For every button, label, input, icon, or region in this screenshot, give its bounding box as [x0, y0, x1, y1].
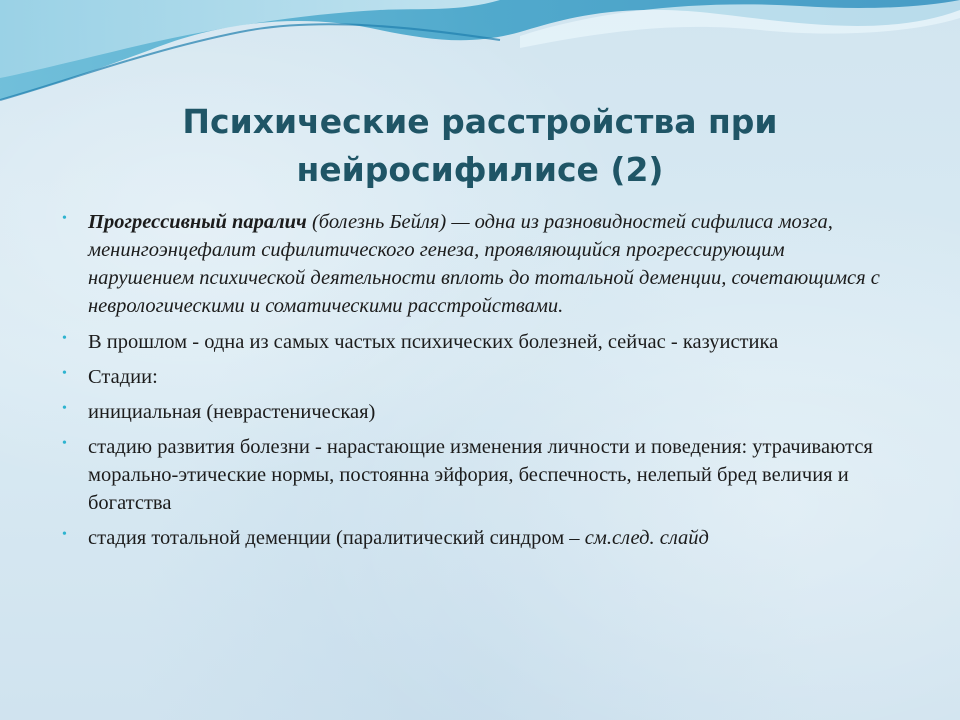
bullet-icon: • [62, 436, 67, 451]
bullet-icon: • [62, 211, 67, 226]
bullet-icon: • [62, 366, 67, 381]
term-definition: (болезнь Бейля) — одна из разновидностей сифилиса мозга, менингоэнцефалит сифилитического генеза, проявляющийся прогрессирующим нарушением психической деятельности вплоть до тотальной деменции, сочетающимся с неврологическими и соматическими расстройствами. [88, 211, 880, 317]
list-item-text: инициальная (неврастеническая) [88, 401, 376, 423]
title-line-1: Психические расстройства при [182, 102, 778, 141]
list-item [62, 363, 892, 391]
bold-term: Прогрессивный паралич [88, 211, 307, 233]
list-item-text: В прошлом - одна из самых частых психических болезней, сейчас - казуистика [88, 331, 779, 353]
bullet-icon: • [62, 527, 67, 542]
list-item-text [88, 527, 709, 549]
list-item-text: Стадии: [88, 366, 158, 388]
bullet-list [62, 208, 892, 559]
title-line-2: нейросифилисе (2) [296, 150, 664, 189]
list-item [62, 208, 892, 320]
list-item-text [88, 211, 880, 317]
decorative-wave-header [0, 0, 960, 110]
list-item-text-main: стадия тотальной деменции (паралитический синдром – [88, 527, 585, 549]
list-item [62, 398, 892, 426]
next-slide-reference: см.след. слайд [584, 527, 709, 549]
list-item-text: стадию развития болезни - нарастающие изменения личности и поведения: утрачиваются морально-этические нормы, постоянна эйфория, беспечность, нелепый бред величия и богатства [88, 436, 873, 514]
list-item [62, 433, 892, 517]
bullet-icon: • [62, 331, 67, 346]
bullet-icon: • [62, 401, 67, 416]
list-item [62, 524, 892, 552]
slide-title [80, 98, 880, 194]
list-item [62, 328, 892, 356]
